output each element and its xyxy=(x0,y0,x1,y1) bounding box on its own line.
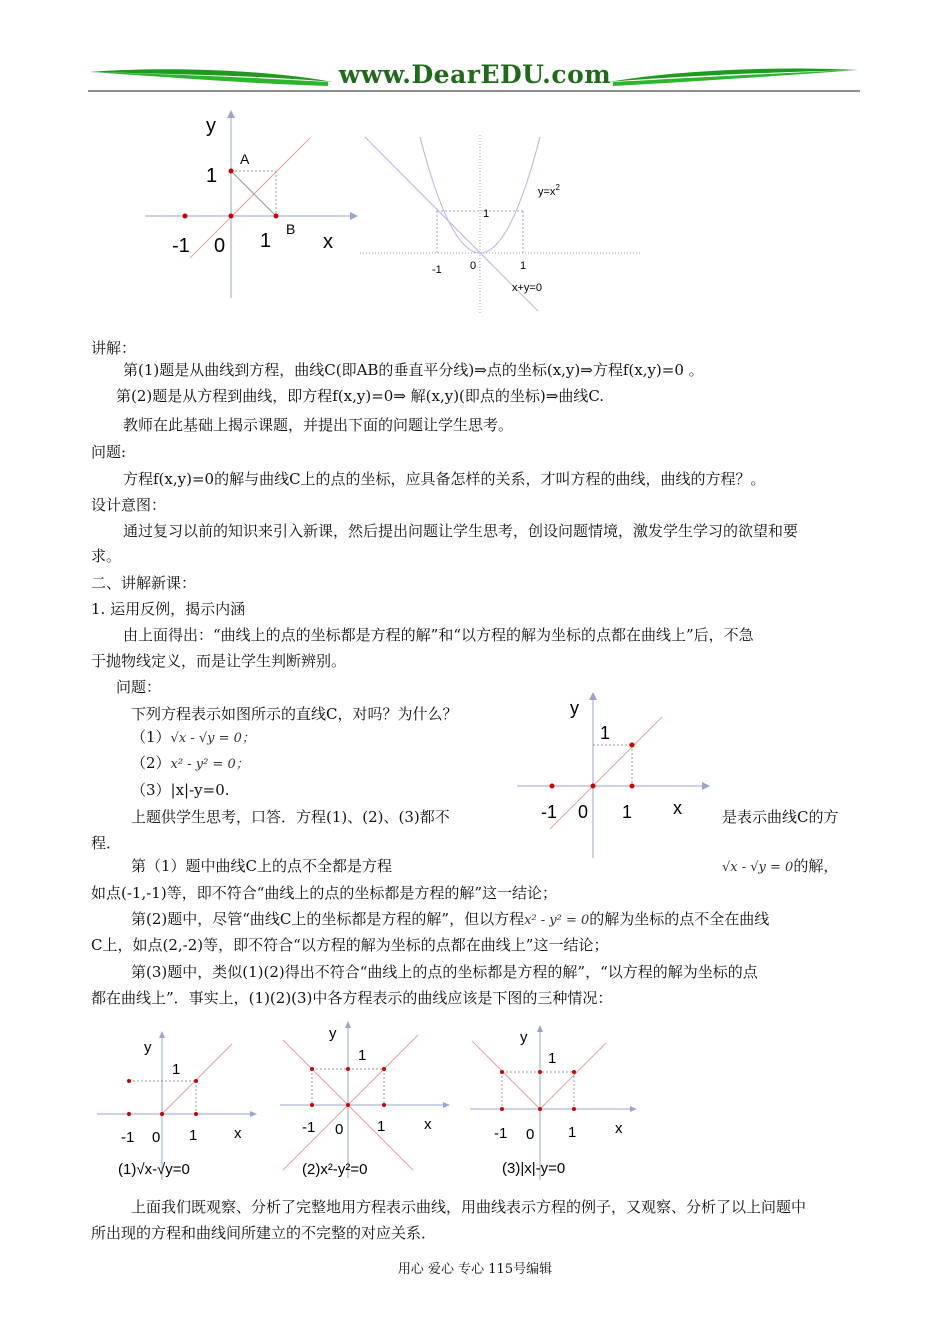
point-origin xyxy=(229,214,234,219)
point xyxy=(500,1070,504,1074)
point-neg1 xyxy=(183,214,188,219)
case3-line-b: 都在曲线上”．事实上，(1)(2)(3)中各方程表示的曲线应该是下图的三种情况： xyxy=(91,989,613,1007)
y-tick-1: 1 xyxy=(600,723,611,743)
y-tick-1: 1 xyxy=(483,208,490,220)
point-origin xyxy=(538,1107,542,1111)
case3-line-a: 第(3)题中，类似(1)(2)得出不符合“曲线上的点的坐标都是方程的解”，“以方程的解为坐标的点 xyxy=(131,963,758,981)
point xyxy=(538,1070,542,1074)
y-axis-arrow xyxy=(589,692,597,700)
answer-line-right: 是表示曲线C的方 xyxy=(722,808,839,826)
x-axis-arrow xyxy=(702,782,710,790)
x-axis-label: x xyxy=(673,798,682,818)
intent-line-2: 求。 xyxy=(91,547,122,565)
item-1-equation: √x - √y = 0； xyxy=(170,731,255,746)
y-axis-label: y xyxy=(206,115,216,137)
figure-case-3 xyxy=(468,1022,648,1185)
case2-tail: 的解为坐标的点不全在曲线 xyxy=(589,910,770,928)
point xyxy=(346,1067,350,1071)
figure-caption: (1)√x-√y=0 xyxy=(118,1161,190,1178)
case2-equation: x² - y² = 0 xyxy=(524,913,590,928)
intent-heading: 设计意图： xyxy=(91,496,167,514)
explain-para-3: 教师在此基础上揭示课题，并提出下面的问题让学生思考。 xyxy=(123,416,514,434)
origin-label: 0 xyxy=(470,260,477,272)
x-axis-arrow xyxy=(443,1102,450,1108)
x-axis-label: x xyxy=(615,1120,623,1137)
y-axis-label: y xyxy=(520,1029,528,1046)
y-axis-arrow xyxy=(159,1031,165,1038)
x-axis-label: x xyxy=(323,231,333,253)
curve-label: $y=x^2$ xyxy=(538,183,560,198)
case2-head: 第(2)题中，尽管“曲线C上的坐标都是方程的解”，但以方程 xyxy=(131,910,525,928)
point xyxy=(194,1112,198,1116)
point xyxy=(572,1107,576,1111)
item-2-label: （2） xyxy=(131,754,171,772)
y-tick-1: 1 xyxy=(206,165,218,187)
y-tick-1: 1 xyxy=(548,1050,557,1067)
point-A xyxy=(229,169,234,174)
point-neg1 xyxy=(550,784,555,789)
label-A: A xyxy=(240,151,250,167)
x-axis-arrow xyxy=(350,212,358,220)
x-tick-1: 1 xyxy=(622,802,633,822)
case1-line-b: 如点(-1,-1)等，即不符合“曲线上的点的坐标都是方程的解”这一结论； xyxy=(91,884,558,902)
case1-line-a: 第（1）题中曲线C上的点不全都是方程 xyxy=(131,857,393,875)
point xyxy=(310,1067,314,1071)
case1-tail: 的解， xyxy=(793,857,839,875)
x-axis-label: x xyxy=(424,1116,432,1133)
x-axis-arrow xyxy=(250,1111,257,1117)
x-axis-arrow xyxy=(630,1106,637,1112)
case2-line-b: C上，如点(2,-2)等，即不符合“以方程的解为坐标的点都在曲线上”这一结论； xyxy=(91,936,609,954)
case2-line-a xyxy=(131,908,769,932)
point xyxy=(382,1067,386,1071)
x-tick-1: 1 xyxy=(568,1124,577,1141)
figure-parabola xyxy=(360,135,645,315)
x-tick-neg1: -1 xyxy=(121,1129,135,1146)
y-axis-label: y xyxy=(570,698,579,718)
origin-label: 0 xyxy=(152,1129,161,1146)
ray-left xyxy=(472,1041,540,1109)
point xyxy=(382,1103,386,1107)
site-logo-text: www.DearEDU.com xyxy=(338,60,612,89)
point xyxy=(127,1112,131,1116)
explain-para-2: 第(2)题是从方程到曲线，即方程f(x,y)=0⇒ 解(x,y)(即点的坐标)⇒曲线C. xyxy=(116,387,605,405)
x-tick-neg1: -1 xyxy=(172,235,190,257)
intent-line-1: 通过复习以前的知识来引入新课，然后提出问题让学生思考，创设问题情境，激发学生学习的欲望和要 xyxy=(123,522,799,540)
answer-line-b: 程． xyxy=(91,834,122,852)
y-tick-1: 1 xyxy=(172,1061,181,1078)
figure-line-c xyxy=(512,688,712,860)
problem-heading: 问题： xyxy=(116,678,162,696)
point-origin xyxy=(591,784,596,789)
question-heading: 问题: xyxy=(91,443,127,461)
point xyxy=(500,1107,504,1111)
label-B: B xyxy=(286,221,296,237)
origin-label: 0 xyxy=(335,1121,344,1138)
point-origin xyxy=(160,1112,164,1116)
item-1-label: （1） xyxy=(131,728,171,746)
origin-label: 0 xyxy=(214,235,226,257)
lesson-para-1a: 由上面得出：“曲线上的点的坐标都是方程的解”和“以方程的解为坐标的点都在曲线上”后，不急 xyxy=(123,626,754,644)
x-tick-1: 1 xyxy=(189,1127,198,1144)
figure-caption: (2)x²-y²=0 xyxy=(302,1161,368,1178)
x-tick-neg1: -1 xyxy=(432,264,442,276)
y-axis-label: y xyxy=(329,1025,337,1042)
page-footer: 用心 爱心 专心 115号编辑 xyxy=(397,1262,553,1277)
x-tick-neg1: -1 xyxy=(302,1119,316,1136)
x-tick-1: 1 xyxy=(377,1118,386,1135)
origin-label: 0 xyxy=(578,802,589,822)
problem-item-2 xyxy=(131,752,249,776)
point xyxy=(194,1079,198,1083)
segment-AB xyxy=(231,171,276,216)
case1-equation-line xyxy=(722,855,838,879)
item-2-equation: x² - y² = 0； xyxy=(170,757,249,772)
origin-label: 0 xyxy=(526,1126,535,1143)
y-axis-label: y xyxy=(144,1039,152,1056)
header-banner xyxy=(88,60,860,96)
line-label: x+y=0 xyxy=(512,282,542,294)
question-text: 方程f(x,y)=0的解与曲线C上的点的坐标，应具备怎样的关系，才叫方程的曲线，曲线的方程？。 xyxy=(123,470,766,488)
summary-line-a: 上面我们既观察、分析了完整地用方程表示曲线，用曲线表示方程的例子，又观察、分析了以上问题中 xyxy=(131,1198,807,1216)
point-1-1 xyxy=(630,743,635,748)
bisector-line xyxy=(190,138,310,258)
answer-line-a: 上题供学生思考，口答．方程(1)、(2)、(3)都不 xyxy=(131,808,450,826)
point-1-0 xyxy=(630,784,635,789)
figure-case-1 xyxy=(92,1030,267,1185)
summary-line-b: 所出现的方程和曲线间所建立的不完整的对应关系． xyxy=(91,1224,437,1242)
explain-heading: 讲解： xyxy=(91,339,137,357)
subsection-heading: 1. 运用反例，揭示内涵 xyxy=(91,600,246,618)
line-y-equals-x xyxy=(283,1035,418,1170)
explain-para-1: 第(1)题是从曲线到方程，曲线C(即AB的垂直平分线)⇒点的坐标(x,y)⇒方程f(x,y)=0 。 xyxy=(123,361,704,379)
point xyxy=(572,1070,576,1074)
y-axis-arrow xyxy=(227,110,235,118)
section-heading: 二、讲解新课： xyxy=(91,574,197,592)
point-origin xyxy=(346,1103,350,1107)
problem-line: 下列方程表示如图所示的直线C，对吗？为什么？ xyxy=(131,705,458,723)
y-tick-1: 1 xyxy=(358,1047,367,1064)
problem-item-3: （3）|x|-y=0. xyxy=(131,781,230,799)
figure-perpendicular-bisector xyxy=(140,108,360,303)
x-tick-neg1: -1 xyxy=(494,1125,508,1142)
case1-equation: √x - √y = 0 xyxy=(722,860,794,875)
y-axis-arrow xyxy=(537,1025,543,1032)
figure-caption: (3)|x|-y=0 xyxy=(502,1160,566,1177)
point-B xyxy=(274,214,279,219)
x-tick-1: 1 xyxy=(520,260,527,272)
ray-y-equals-x xyxy=(162,1044,232,1114)
y-axis-arrow xyxy=(345,1021,351,1028)
lesson-para-1b: 于抛物线定义，而是让学生判断辨别。 xyxy=(91,652,347,670)
point xyxy=(310,1103,314,1107)
problem-item-1 xyxy=(131,726,255,750)
x-tick-1: 1 xyxy=(260,230,272,252)
x-tick-neg1: -1 xyxy=(541,802,558,822)
point xyxy=(127,1079,131,1083)
x-axis-label: x xyxy=(234,1125,242,1142)
figure-case-2 xyxy=(278,1018,458,1185)
